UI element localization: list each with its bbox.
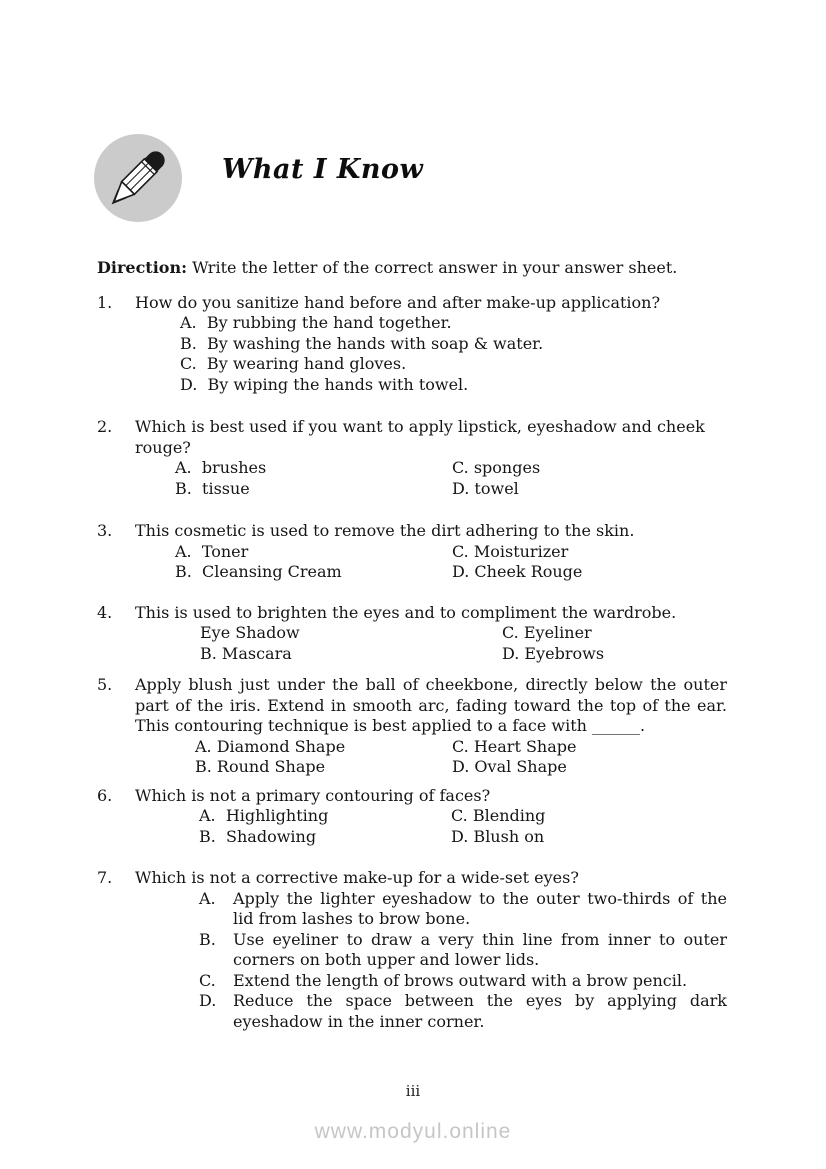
option-letter: C. <box>199 970 216 990</box>
question-text: Which is not a primary contouring of faces? <box>135 785 491 805</box>
option-a: A. brushes <box>175 458 267 477</box>
question-text: Which is not a corrective make-up for a wide-set eyes? <box>135 868 579 887</box>
option-d: D. towel <box>452 478 519 498</box>
option-letter: B. <box>199 929 216 949</box>
option-a <box>199 889 727 930</box>
option-a: A. By rubbing the hand together. <box>180 313 452 332</box>
option-d: D. Blush on <box>451 826 545 846</box>
option-c: C. Eyeliner <box>502 623 592 642</box>
question-text: This cosmetic is used to remove the dirt adhering to the skin. <box>135 521 635 540</box>
option-c: C. Moisturizer <box>452 541 569 561</box>
option-text: Extend the length of brows outward with a brow pencil. <box>233 970 688 990</box>
option-c: C. sponges <box>452 458 541 477</box>
question-6 <box>97 786 727 848</box>
question-number: 6. <box>97 785 113 805</box>
option-b: B. tissue <box>175 478 250 498</box>
option-text: Reduce the space between the eyes by applying dark eyeshadow in the inner corner. <box>233 991 727 1031</box>
question-5 <box>97 675 727 778</box>
option-d: D. Eyebrows <box>502 643 605 663</box>
options-list <box>195 737 727 778</box>
options-list <box>199 806 727 847</box>
question-text: This is used to brighten the eyes and to compliment the wardrobe. <box>135 602 677 622</box>
page-title: What I Know <box>222 154 424 185</box>
quiz-content <box>97 258 727 1032</box>
option-c <box>199 971 727 992</box>
option-d: D. Cheek Rouge <box>452 562 583 581</box>
option-d: D. By wiping the hands with towel. <box>180 374 469 394</box>
options-list <box>175 542 727 583</box>
direction-text: Write the letter of the correct answer in your answer sheet. <box>186 258 678 277</box>
direction-label: Direction: <box>97 258 187 277</box>
question-number: 1. <box>97 292 113 312</box>
option-letter: D. <box>199 991 217 1010</box>
watermark: www.modyul.online <box>314 1120 512 1143</box>
option-a: A. Highlighting <box>199 806 329 825</box>
option-b <box>199 930 727 971</box>
option-b: B. Shadowing <box>199 826 317 846</box>
option-d <box>199 991 727 1032</box>
direction-line <box>97 258 727 279</box>
question-2 <box>97 417 727 499</box>
options-list <box>180 313 727 395</box>
options-list <box>200 623 727 664</box>
question-4 <box>97 603 727 665</box>
question-number: 2. <box>97 417 113 436</box>
question-1 <box>97 293 727 396</box>
question-text: Which is best used if you want to apply lipstick, eyeshadow and cheek rouge? <box>135 417 705 457</box>
option-c: C. Heart Shape <box>452 736 577 756</box>
options-list <box>175 458 727 499</box>
option-letter: A. <box>199 888 216 908</box>
option-c: C. By wearing hand gloves. <box>180 354 407 373</box>
question-number: 4. <box>97 602 113 622</box>
option-a: A. Toner <box>175 541 249 561</box>
page-number: iii <box>405 1082 421 1100</box>
question-number: 5. <box>97 675 113 694</box>
option-text: Use eyeliner to draw a very thin line from inner to outer corners on both upper and lower lids. <box>233 929 727 969</box>
option-b: B. By washing the hands with soap & water. <box>180 333 544 353</box>
question-number: 7. <box>97 868 113 887</box>
question-text: How do you sanitize hand before and after make-up application? <box>135 292 661 312</box>
option-d: D. Oval Shape <box>452 757 567 776</box>
question-3 <box>97 521 727 583</box>
question-7 <box>97 868 727 1032</box>
option-b: B. Cleansing Cream <box>175 562 342 581</box>
option-text: Apply the lighter eyeshadow to the outer two-thirds of the lid from lashes to brow bone. <box>233 888 727 928</box>
option-b: B. Mascara <box>200 643 292 663</box>
pencil-icon <box>93 133 183 223</box>
question-text: Apply blush just under the ball of cheekbone, directly below the outer part of the iris. Extend in smooth arc, fading toward the top of the ear. This contouring technique is best applied to a face with ______. <box>135 675 727 735</box>
option-a: A. Diamond Shape <box>195 736 346 756</box>
option-c: C. Blending <box>451 806 546 825</box>
option-b: B. Round Shape <box>195 757 326 776</box>
question-number: 3. <box>97 521 113 540</box>
options-list <box>199 889 727 1033</box>
option-a: Eye Shadow <box>200 623 300 642</box>
